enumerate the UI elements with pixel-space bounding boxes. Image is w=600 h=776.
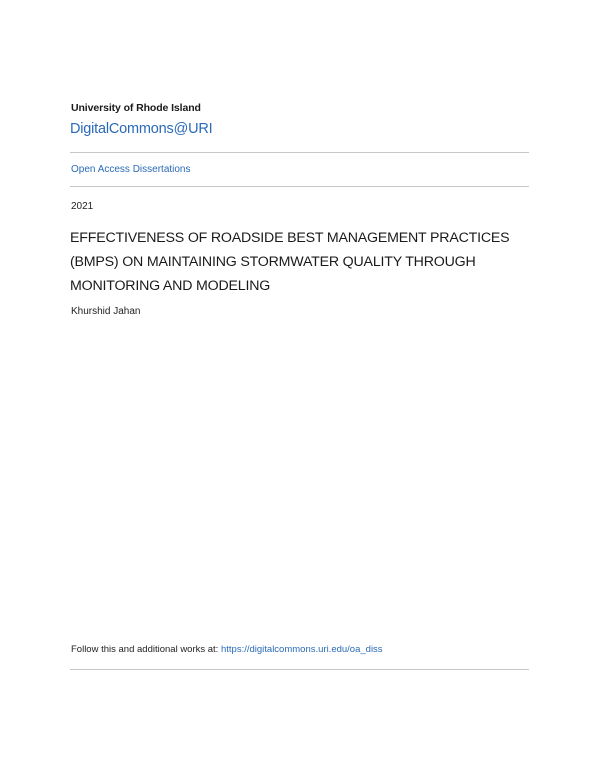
divider (70, 186, 529, 187)
series-link[interactable]: Open Access Dissertations (71, 164, 191, 175)
institution-name: University of Rhode Island (71, 102, 201, 114)
author-name: Khurshid Jahan (71, 306, 141, 317)
publication-year: 2021 (71, 201, 94, 212)
follow-link[interactable]: https://digitalcommons.uri.edu/oa_diss (220, 644, 383, 655)
repository-link[interactable]: DigitalCommons@URI (70, 121, 213, 137)
divider (70, 152, 529, 153)
document-title: EFFECTIVENESS OF ROADSIDE BEST MANAGEMENT PRACTICES (BMPS) ON MAINTAINING STORMWATER QUALITY THROUGH MONITORING AND MODELING (70, 230, 510, 294)
follow-text: Follow this and additional works at: (71, 644, 221, 655)
follow-line (71, 644, 383, 655)
divider (70, 669, 529, 670)
